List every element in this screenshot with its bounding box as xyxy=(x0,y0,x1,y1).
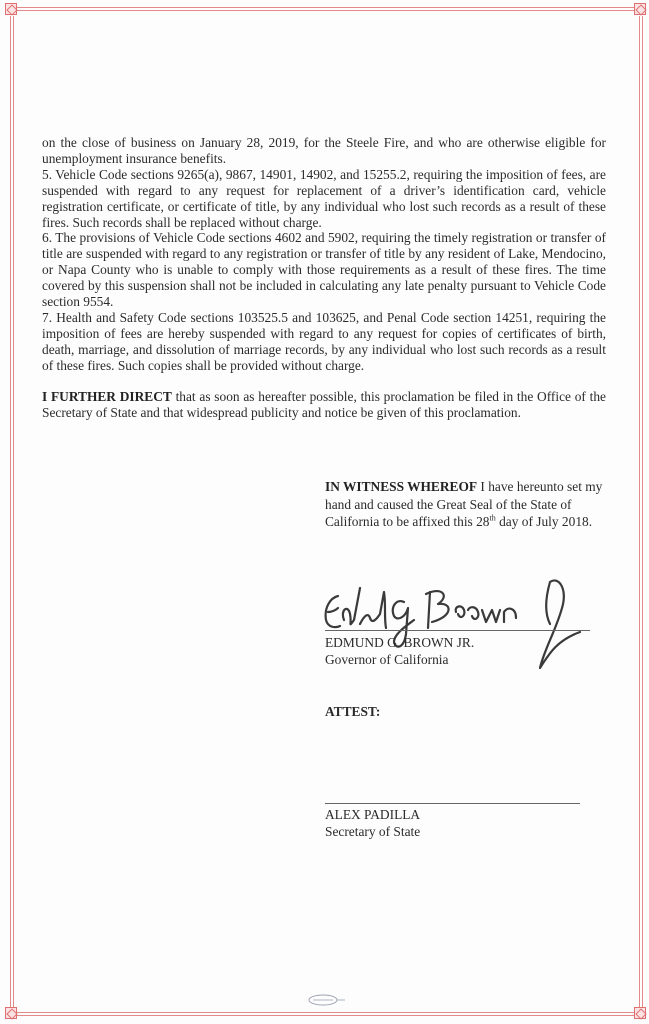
paragraph-item-5: 5. Vehicle Code sections 9265(a), 9867, 14901, 14902, and 15255.2, requiring the imposition of fees, are suspended with regard to any request for replacement of a driver’s identification card, vehicle registration certificate, or certificate of title, by any individual who lost such records as a result of these fires. Such records shall be replaced without charge. xyxy=(42,166,606,230)
further-direct-paragraph xyxy=(42,389,606,421)
paragraph-item-7: 7. Health and Safety Code sections 103525.5 and 103625, and Penal Code section 14251, requiring the imposition of fees are hereby suspended with regard to any request for copies of certificates of birth, death, marriage, and dissolution of marriage records, by any individual who lost such records as a result of these fires. Such copies shall be provided without charge. xyxy=(42,309,606,373)
witness-lead: IN WITNESS WHEREOF xyxy=(325,479,478,494)
union-label-seal-icon xyxy=(305,994,347,1006)
further-direct-lead: I FURTHER DIRECT xyxy=(42,389,172,405)
witness-text-2: day of July 2018. xyxy=(495,514,593,530)
paragraph-item-6: 6. The provisions of Vehicle Code sections 4602 and 5902, requiring the timely registration or transfer of title are suspended with regard to any registration or transfer of title by any resident of Lake, Mendocino, or Napa County who is unable to comply with those requirements as a result of these fires. The time covered by this suspension shall not be included in calculating any late penalty pursuant to Vehicle Code section 9554. xyxy=(42,230,606,310)
border-bottom xyxy=(16,1012,634,1016)
governor-name: EDMUND G. BROWN JR. xyxy=(325,635,475,650)
border-left xyxy=(10,16,14,1010)
witness-ordinal: th xyxy=(489,513,496,523)
further-direct-text: that as soon as hereafter possible, this proclamation be filed in the Office of the Secretary of State and that widespread publicity and notice be given of this proclamation. xyxy=(42,389,606,421)
paragraph-continuation: on the close of business on January 28, 2019, for the Steele Fire, and who are otherwise eligible for unemployment insurance benefits. xyxy=(42,135,606,166)
witness-paragraph xyxy=(325,478,605,531)
witness-text-1: I have hereunto set my hand and caused the Great Seal of the State of California to be affixed this 28 xyxy=(325,479,603,530)
signature-text: Edmund G. Brown xyxy=(318,555,440,572)
corner-ornament-icon xyxy=(5,1007,17,1019)
border-right xyxy=(639,16,643,1010)
corner-ornament-icon xyxy=(5,3,17,15)
secretary-title: Secretary of State xyxy=(325,824,421,839)
corner-ornament-icon xyxy=(634,3,646,15)
corner-ornament-icon xyxy=(634,1007,646,1019)
governor-title: Governor of California xyxy=(325,652,449,667)
governor-signature-line xyxy=(325,630,590,631)
attest-label: ATTEST: xyxy=(325,704,381,719)
secretary-signature-line xyxy=(325,803,580,804)
proclamation-body xyxy=(42,135,606,421)
border-top xyxy=(16,7,634,11)
secretary-name: ALEX PADILLA xyxy=(325,807,421,822)
governor-signature xyxy=(318,555,588,686)
witness-block xyxy=(325,478,605,531)
